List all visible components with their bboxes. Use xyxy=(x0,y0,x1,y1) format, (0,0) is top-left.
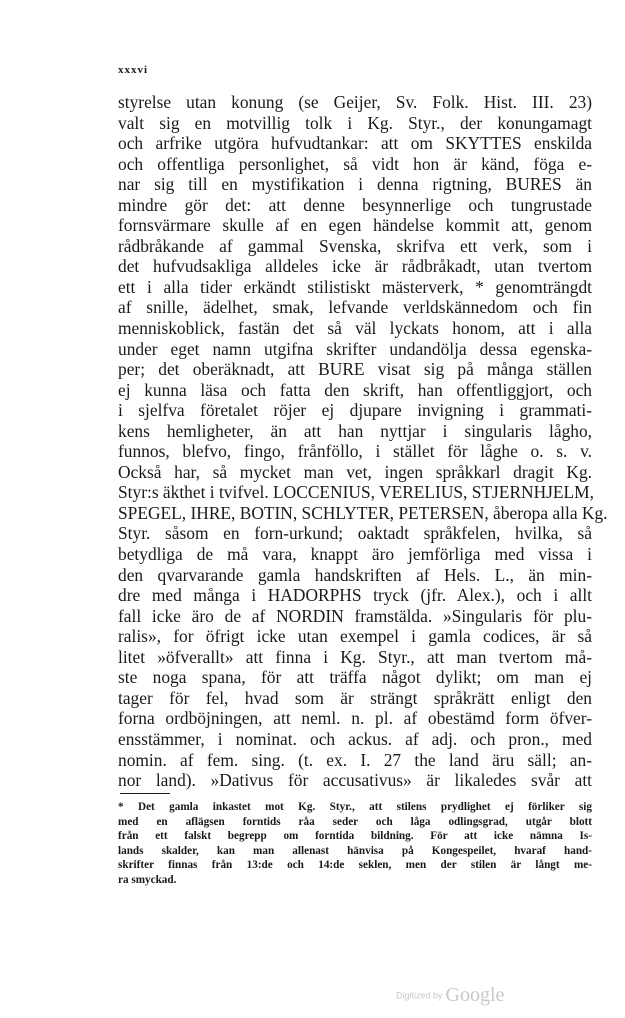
text-line: ej kunna läsa och fatta den skrift, han offentliggjort, och xyxy=(118,379,592,400)
text-line: styrelse utan konung (se Geijer, Sv. Folk. Hist. III. 23) xyxy=(118,92,592,112)
text-line: ensstämmer, i nominat. och ackus. af adj. och pron., med xyxy=(118,728,592,749)
text-line: den qvarvarande gamla handskriften af Hels. L., än min- xyxy=(118,564,592,585)
footnote xyxy=(118,800,592,887)
text-line: litet »öfverallt» att finna i Kg. Styr., att man tvertom må- xyxy=(118,646,592,667)
watermark-brand: Google xyxy=(445,984,505,1006)
watermark-prefix: Digitized by xyxy=(396,990,443,1001)
text-line: och offentliga personlighet, så vidt hon är känd, föga e- xyxy=(118,153,592,174)
text-line: nor land). »Dativus för accusativus» är likaledes svår att xyxy=(118,770,592,791)
text-line: och arfrike utgöra hufvudtankar: att om SKYTTES enskilda xyxy=(118,133,592,154)
text-line: menniskoblick, fastän det så väl lyckats honom, att i alla xyxy=(118,318,592,339)
text-line: dre med många i HADORPHS tryck (jfr. Alex.), och i allt xyxy=(118,585,592,606)
text-line: det hufvudsakliga alldeles icke är rådbråkadt, utan tvertom xyxy=(118,256,592,277)
footnote-line: skrifter finnas från 13:de och 14:de seklen, men der stilen är långt me- xyxy=(118,859,592,871)
text-line: ste noga spana, för att träffa något dylikt; om man ej xyxy=(118,667,592,688)
text-line: SPEGEL, IHRE, BOTIN, SCHLYTER, PETERSEN, åberopa alla Kg. xyxy=(118,502,608,523)
text-line: af snille, ädelhet, smak, lefvande verldskännedom och fin xyxy=(118,297,592,318)
text-line: betydliga de må vara, knappt äro jemförliga med vissa i xyxy=(118,544,592,565)
text-line: under eget namn utgifna skrifter undandölja dessa egenska- xyxy=(118,338,592,359)
footnote-divider xyxy=(120,793,170,794)
footnote-line: * Det gamla inkastet mot Kg. Styr., att stilens prydlighet ej förliker sig xyxy=(118,801,592,813)
text-line: Också har, så mycket man vet, ingen språkkarl dragit Kg. xyxy=(118,461,592,482)
text-line: fornsvärmare skulle af en egen händelse kommit att, genom xyxy=(118,215,592,236)
text-line: ralis», for öfrigt icke utan exempel i gamla codices, är så xyxy=(118,626,592,647)
footnote-line: lands skalder, kan man allenast hänvisa på Kongespeilet, hvaraf hand- xyxy=(118,844,592,857)
body-text xyxy=(118,92,608,791)
page-number: xxxvi xyxy=(118,64,149,76)
digitized-watermark xyxy=(396,984,504,1007)
footnote-line: från ett falskt begrepp om forntida bildning. För att icke nämna Is- xyxy=(118,830,592,842)
text-line: per; det oberäknadt, att BURE visat sig på många ställen xyxy=(118,359,592,380)
text-line: funnos, blefvo, fingo, frånföllo, i stället för låghe o. s. v. xyxy=(118,441,592,462)
text-line: Styr:s äkthet i tvifvel. LOCCENIUS, VERELIUS, STJERNHJELM, xyxy=(118,482,594,503)
text-line: rådbråkande af gammal Svenska, skrifva ett verk, som i xyxy=(118,235,592,256)
text-line: valt sig en motvillig tolk i Kg. Styr., der konungamagt xyxy=(118,112,592,133)
footnote-line: ra smyckad. xyxy=(118,873,177,886)
text-line: ett i alla tider erkändt stilistiskt mästerverk, * genomträngdt xyxy=(118,276,592,297)
text-line: tager för fel, hvad som är strängt språkrätt enligt den xyxy=(118,687,592,708)
text-line: nomin. af fem. sing. (t. ex. I. 27 the land äru säll; an- xyxy=(118,749,592,770)
text-line: kens hemligheter, än att han nyttjar i singularis lågho, xyxy=(118,420,592,441)
text-line: mindre gör det: att denne besynnerlige och tungrustade xyxy=(118,194,592,215)
footnote-line: med en aflägsen forntids råa seder och låga odlingsgrad, utgår blott xyxy=(118,815,592,828)
text-line: i sjelfva företalet röjer ej djupare invigning i grammati- xyxy=(118,400,592,421)
text-line: Styr. såsom en forn-urkund; oaktadt språkfelen, hvilka, så xyxy=(118,523,592,544)
text-line: fall icke äro de af NORDIN framstälda. »Singularis för plu- xyxy=(118,605,592,626)
text-line: nar sig till en mystifikation i denna rigtning, BURES än xyxy=(118,174,592,195)
text-line: forna ordböjningen, att neml. n. pl. af obestämd form öfver- xyxy=(118,708,592,729)
